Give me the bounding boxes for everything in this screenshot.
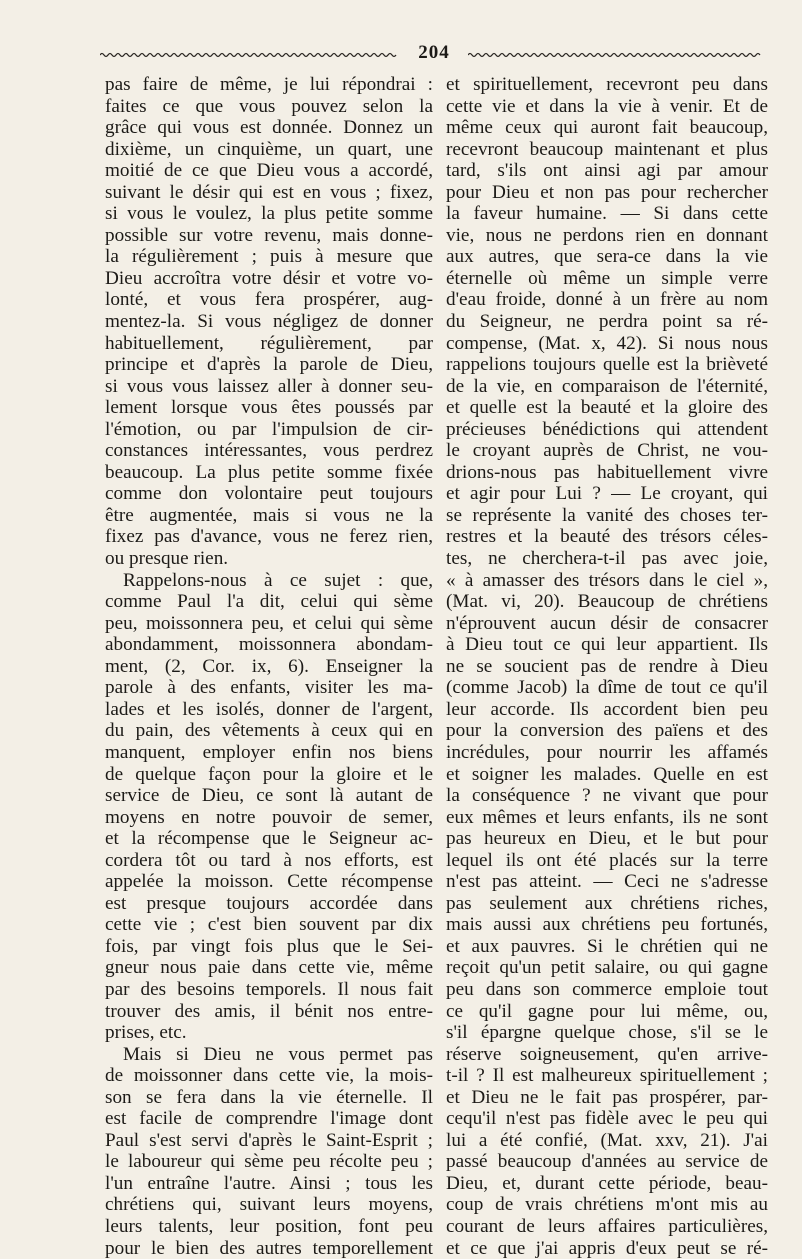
text-line: beaucoup. La plus petite somme fixée [105,461,433,483]
text-line: et quelle est la beauté et la gloire des [446,397,768,419]
text-line: dixième, un cinquième, un quart, une [105,138,433,160]
page-header [100,42,768,66]
text-line: pour la conversion des païens et des [446,720,768,742]
text-line: d'eau froide, donné à un frère au nom [446,289,768,311]
left-text-column [105,74,433,1259]
text-line: se représente la vanité des choses ter- [446,504,768,526]
page-number: 204 [418,42,450,63]
text-line: l'un entraîne l'autre. Ainsi ; tous les [105,1172,433,1194]
text-line: eux mêmes et leurs enfants, ils ne sont [446,806,768,828]
text-line: trouver des amis, il bénit nos entre- [105,1000,433,1022]
text-line: recevront beaucoup maintenant et plus [446,138,768,160]
text-line: tes, ne cherchera-t-il pas avec joie, [446,548,768,570]
text-line: Rappelons-nous à ce sujet : que, [123,569,433,591]
text-line: lequel ils ont été placés sur la terre [446,849,768,871]
text-line: et Dieu ne le fait pas prospérer, par- [446,1086,768,1108]
text-line: t-il ? Il est malheureux spirituellement ; [446,1065,768,1087]
text-line: prises, etc. [105,1022,187,1044]
text-line: la régulièrement ; puis à mesure que [105,246,433,268]
text-line: être augmentée, mais si vous ne la [105,504,433,526]
text-line: ce qu'il gagne pour lui même, ou, [446,1000,768,1022]
text-line: suivant le désir qui est en vous ; fixez, [105,181,433,203]
text-line: cordera tôt ou tard à nos efforts, est [105,849,433,871]
text-line: la faveur humaine. — Si dans cette [446,203,768,225]
text-line: gneur nous paie dans cette vie, même [105,957,433,979]
text-line: cette vie ; c'est bien souvent par dix [105,914,433,936]
text-line: rappelions toujours quelle est la brièveté [446,354,768,376]
text-line: et agir pour Lui ? — Le croyant, qui [446,483,768,505]
text-line: chrétiens qui, suivant leurs moyens, [105,1194,433,1216]
text-line: si vous vous laissez aller à donner seu- [105,375,433,397]
text-line: incrédules, pour nourrir les affamés [446,741,768,763]
text-line: lui a été confié, (Mat. xxv, 21). J'ai [446,1129,768,1151]
text-line: possible sur votre revenu, mais donne- [105,224,433,246]
text-line: moyens en notre pouvoir de semer, [105,806,433,828]
text-line: leur accorde. Ils accordent bien peu [446,698,768,720]
text-line: du pain, des vêtements à ceux qui en [105,720,433,742]
text-line: service de Dieu, ce sont là autant de [105,785,433,807]
text-line: (Mat. vi, 20). Beaucoup de chrétiens [446,591,768,613]
text-line: et spirituellement, recevront peu dans [446,74,768,95]
text-line: la conséquence ? ne vivant que pour [446,785,768,807]
text-line: éternelle où même un simple verre [446,267,768,289]
decorative-wave-rule-right [468,52,768,58]
text-line: n'éprouvent aucun désir de consacrer [446,612,768,634]
text-line: même ceux qui auront fait beaucoup, [446,117,768,139]
text-line: son se fera dans la vie éternelle. Il [105,1086,433,1108]
text-line: ou presque rien. [105,548,229,570]
text-line: manquent, employer enfin nos biens [105,741,433,763]
text-line: mentez-la. Si vous négligez de donner [105,311,433,333]
text-line: fois, par vingt fois plus que le Sei- [105,935,433,957]
text-line: compense, (Mat. x, 42). Si nous nous [446,332,768,354]
text-line: l'émotion, ou par l'impulsion de cir- [105,418,433,440]
text-line: appelée la moisson. Cette récompense [105,871,433,893]
text-line: comme Paul l'a dit, celui qui sème [105,591,433,613]
text-line: réserve soigneusement, qu'en arrive- [446,1043,768,1065]
text-line: tard, s'ils ont ainsi agi par amour [446,160,768,182]
text-line: abondamment, moissonnera abondam- [105,634,433,656]
text-line: faites ce que vous pouvez selon la [105,95,433,117]
text-line: ne se soucient pas de rendre à Dieu [446,655,768,677]
text-line: et aux pauvres. Si le chrétien qui ne [446,935,768,957]
text-line: ment, (2, Cor. ix, 6). Enseigner la [105,655,433,677]
text-line: pour le bien des autres temporellement [105,1237,433,1259]
text-line: principe et d'après la parole de Dieu, [105,354,433,376]
text-line: de quelque façon pour la gloire et le [105,763,433,785]
text-line: si vous le voulez, la plus petite somme [105,203,433,225]
right-text-column [446,74,768,1259]
text-line: et ce que j'ai appris d'eux peut se ré- [446,1237,768,1259]
text-line: (comme Jacob) la dîme de tout ce qu'il [446,677,768,699]
text-line: Dieu, et, durant cette période, beau- [446,1172,768,1194]
text-line: est facile de comprendre l'image dont [105,1108,433,1130]
text-line: le laboureur qui sème peu récolte peu ; [105,1151,433,1173]
text-line: cette vie et dans la vie à venir. Et de [446,95,768,117]
text-line: est presque toujours accordée dans [105,892,433,914]
text-line: aux autres, que sera-ce dans la vie [446,246,768,268]
text-line: et la récompense que le Seigneur ac- [105,828,433,850]
text-line: coup de vrais chrétiens m'ont mis au [446,1194,768,1216]
text-line: peu, moissonnera peu, et celui qui sème [105,612,433,634]
text-line: pour Dieu et non pas pour rechercher [446,181,768,203]
text-line: mais aussi aux chrétiens peu fortunés, [446,914,768,936]
text-line: habituellement, régulièrement, par [105,332,433,354]
text-line: parole à des enfants, visiter les ma- [105,677,433,699]
text-line: lement lorsque vous êtes poussés par [105,397,433,419]
text-line: « à amasser des trésors dans le ciel », [446,569,768,591]
text-line: lades et les isolés, donner de l'argent, [105,698,433,720]
text-line: Paul s'est servi d'après le Saint-Esprit ; [105,1129,433,1151]
text-line: à Dieu tout ce qui leur appartient. Ils [446,634,768,656]
text-line: vie, nous ne perdons rien en donnant [446,224,768,246]
text-line: le croyant auprès de Christ, ne vou- [446,440,768,462]
text-line: pas faire de même, je lui répondrai : [105,74,433,95]
text-line: lonté, et vous fera prospérer, aug- [105,289,433,311]
text-line: constances intéressantes, vous perdrez [105,440,433,462]
text-line: reçoit qu'un petit salaire, ou qui gagne [446,957,768,979]
text-line: précieuses bénédictions qui attendent [446,418,768,440]
text-line: n'est pas atteint. — Ceci ne s'adresse [446,871,768,893]
text-line: courant de leurs affaires particulières, [446,1215,768,1237]
text-line: de la vie, en comparaison de l'éternité, [446,375,768,397]
text-line: fixez pas d'avance, vous ne ferez rien, [105,526,433,548]
text-line: du Seigneur, ne perdra point sa ré- [446,311,768,333]
text-line: restres et la beauté des trésors céles- [446,526,768,548]
text-line: s'il épargne quelque chose, s'il se le [446,1022,768,1044]
text-line: Mais si Dieu ne vous permet pas [123,1043,433,1065]
text-line: grâce qui vous est donnée. Donnez un [105,117,433,139]
text-line: passé beaucoup d'années au service de [446,1151,768,1173]
text-line: par des besoins temporels. Il nous fait [105,978,433,1000]
text-line: peu dans son commerce emploie tout [446,978,768,1000]
text-line: cequ'il n'est pas fidèle avec le peu qui [446,1108,768,1130]
text-line: Dieu accroîtra votre désir et votre vo- [105,267,433,289]
text-line: drions-nous pas habituellement vivre [446,461,768,483]
text-line: et soigner les malades. Quelle en est [446,763,768,785]
text-line: pas heureux en Dieu, et le but pour [446,828,768,850]
text-line: de moissonner dans cette vie, la mois- [105,1065,433,1087]
text-line: pas seulement aux chrétiens riches, [446,892,768,914]
text-line: moitié de ce que Dieu vous a accordé, [105,160,433,182]
text-line: leurs talents, leur position, font peu [105,1215,433,1237]
text-line: comme don volontaire peut toujours [105,483,433,505]
